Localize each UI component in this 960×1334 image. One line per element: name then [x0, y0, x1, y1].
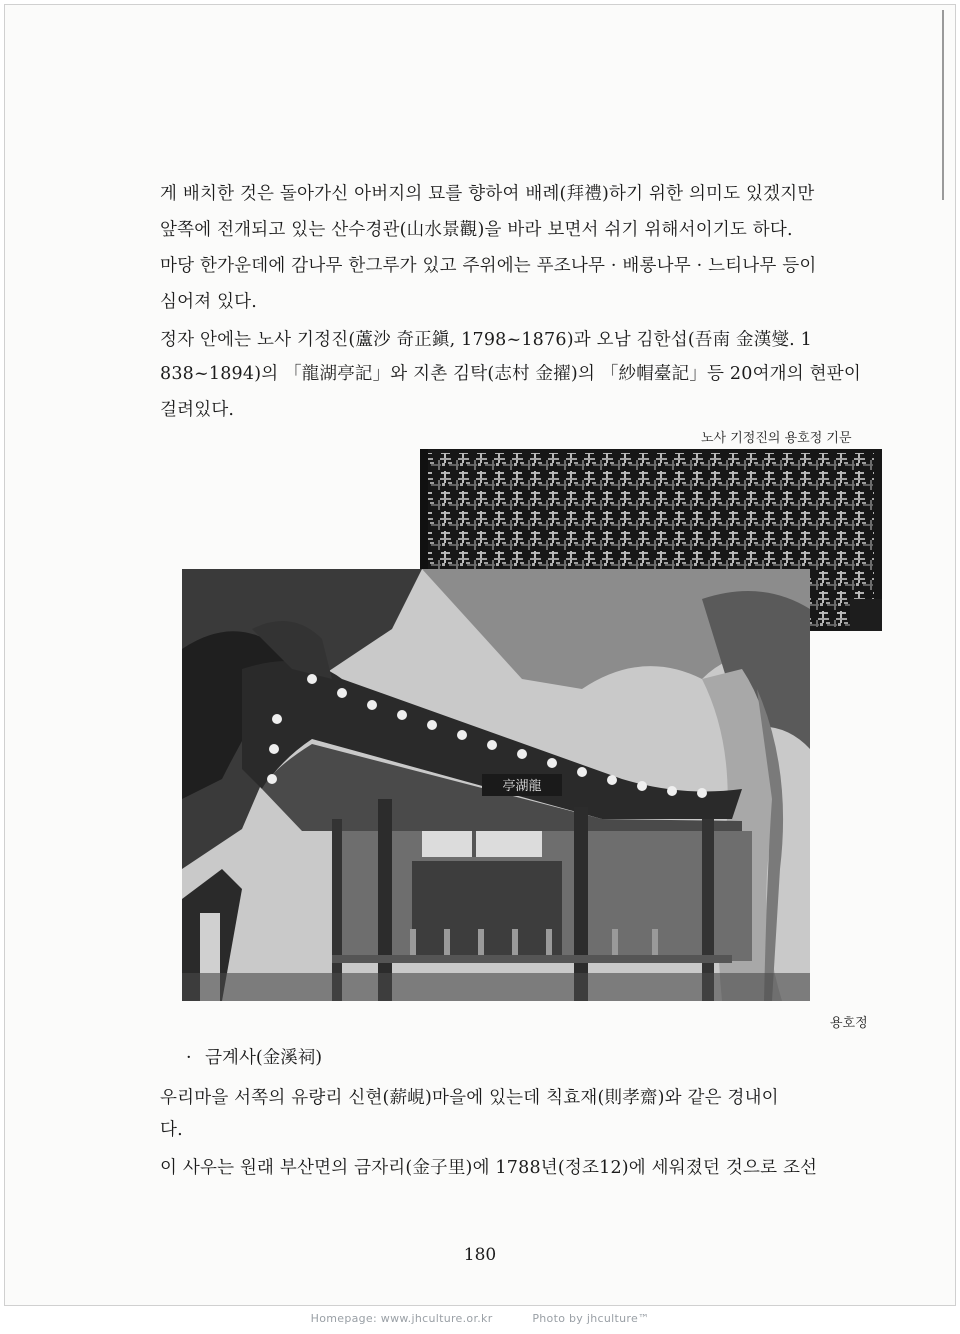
page-number: 180 [463, 1245, 497, 1265]
pavilion-illustration [182, 569, 810, 1001]
paragraph-line: 이 사우는 원래 부산면의 금자리(金子里)에 1788년(정조12)에 세워졌던 것으로 조선 [160, 1158, 818, 1178]
section-title: 금계사(金溪祠) [205, 1048, 323, 1068]
paragraph-line: 심어져 있다. [160, 292, 258, 312]
paragraph-line: 838~1894)의 「龍湖亭記」와 지촌 김탁(志村 金擢)의 「紗帽臺記」등 20여개의 현판이 [160, 364, 861, 384]
photo-caption: 용호정 [830, 1016, 868, 1031]
pavilion-photo [182, 569, 810, 1001]
paragraph-line: 마당 한가운데에 감나무 한그루가 있고 주위에는 푸조나무 · 배롱나무 · 느티나무 등이 [160, 256, 817, 276]
paragraph-line: 우리마을 서쪽의 유량리 신현(薪峴)마을에 있는데 칙효재(則孝齋)와 같은 경내이 [160, 1088, 779, 1108]
paragraph-line: 게 배치한 것은 돌아가신 아버지의 묘를 향하여 배례(拜禮)하기 위한 의미도 있겠지만 [160, 184, 815, 204]
paragraph-line: 걸려있다. [160, 400, 235, 420]
rubbing-caption: 노사 기정진의 용호정 기문 [701, 431, 852, 446]
paragraph-line: 앞쪽에 전개되고 있는 산수경관(山水景觀)을 바라 보면서 쉬기 위해서이기도 하다. [160, 220, 793, 240]
footer-credits [0, 1312, 960, 1325]
footer-homepage: Homepage: www.jhculture.or.kr [310, 1312, 493, 1325]
bullet-glyph: · [186, 1048, 192, 1068]
section-heading [186, 1044, 322, 1069]
paragraph-line: 정자 안에는 노사 기정진(蘆沙 奇正鎭, 1798~1876)과 오남 김한섭(吾南 金漢燮. 1 [160, 330, 813, 350]
pavilion-signboard-text: 亭湖龍 [502, 779, 542, 794]
margin-rule [942, 10, 944, 200]
footer-photo-credit: Photo by jhculture™ [532, 1312, 650, 1325]
paragraph-line: 다. [160, 1120, 183, 1140]
